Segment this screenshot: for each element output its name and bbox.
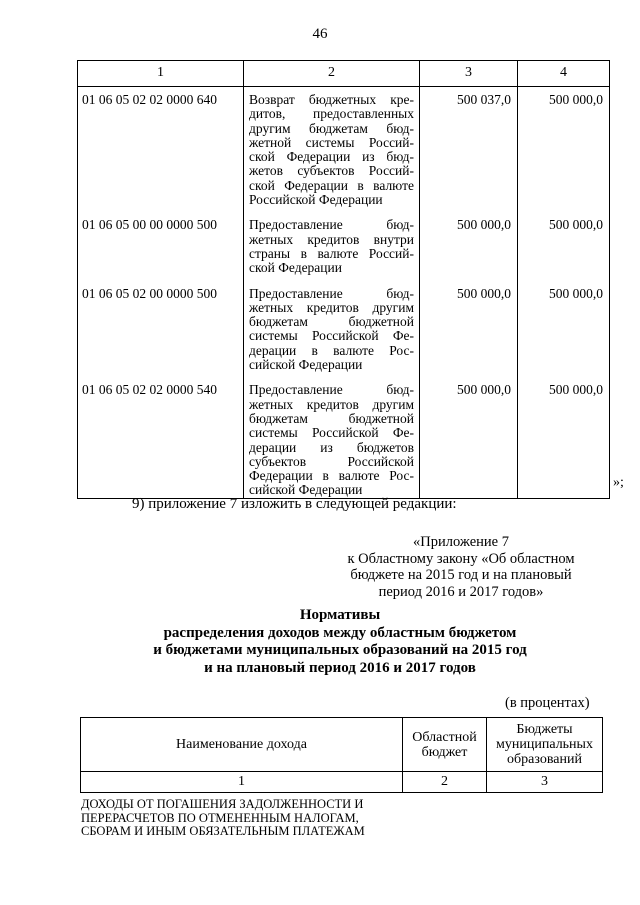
category-line: ДОХОДЫ ОТ ПОГАШЕНИЯ ЗАДОЛЖЕННОСТИ И [81, 797, 364, 811]
description-line: сийской Федерации [249, 482, 363, 498]
heading-line: Нормативы [299, 607, 381, 623]
description-line: ской Федерации из бюд- [249, 149, 414, 165]
table-header-row [78, 61, 610, 87]
amount-2017: 500 000,0 [518, 287, 610, 384]
budget-code: 01 06 05 02 00 0000 500 [78, 287, 244, 384]
description-line: бюджетам бюджетной [249, 410, 414, 426]
description-line: страны в валюте Россий- [249, 245, 414, 261]
regional-budget-header [403, 718, 487, 772]
header-line: образований [507, 752, 582, 767]
amount-2017: 500 000,0 [518, 383, 610, 498]
norms-number-row [81, 772, 603, 793]
description-line: жетных кредитов другим [249, 396, 414, 412]
col-number-2: 2 [403, 772, 487, 793]
annex-line: период 2016 и 2017 годов» [378, 583, 544, 600]
amount-2017: 500 000,0 [518, 87, 610, 219]
description-line: другим бюджетам бюд- [249, 120, 414, 136]
description-line: жетной системы Россий- [249, 134, 414, 150]
description-line: Федерации в валюте Рос- [249, 468, 414, 484]
amount-2016: 500 000,0 [420, 218, 518, 286]
description-line: Российской Федерации [249, 192, 383, 208]
edit-instruction: 9) приложение 7 изложить в следующей редакции: [132, 496, 457, 512]
description-line: дерации из бюджетов [249, 439, 414, 455]
budget-code: 01 06 05 00 00 0000 500 [78, 218, 244, 286]
header-line: бюджет [421, 744, 468, 760]
heading-line: и бюджетами муниципальных образований на 2015 год [153, 642, 527, 658]
table-row [78, 383, 610, 498]
description-line: сийской Федерации [249, 357, 363, 373]
income-name-header: Наименование дохода [81, 718, 403, 772]
income-category-title [81, 798, 399, 839]
heading-line: и на плановый период 2016 и 2017 годов [204, 659, 476, 676]
description-line: дитов, предоставленных [249, 106, 414, 122]
annex-line: «Приложение 7 [413, 534, 509, 550]
col-header-4: 4 [518, 61, 610, 87]
header-line: Областной [412, 729, 477, 745]
amount-2016: 500 037,0 [420, 87, 518, 219]
category-line: ПЕРЕРАСЧЕТОВ ПО ОТМЕНЕННЫМ НАЛОГАМ, [81, 810, 359, 825]
source-description [244, 287, 420, 384]
description-line: ской Федерации в валюте [249, 177, 414, 193]
annex-line: к Областному закону «Об областном [347, 550, 575, 567]
description-line: бюджетам бюджетной [249, 314, 414, 330]
table-row [78, 218, 610, 286]
norms-header-row [81, 718, 603, 772]
source-description [244, 383, 420, 498]
col-header-2: 2 [244, 61, 420, 87]
heading-line: распределения доходов между областным бюджетом [163, 624, 517, 641]
amount-2017: 500 000,0 [518, 218, 610, 286]
source-description [244, 218, 420, 286]
header-line: Бюджеты [516, 722, 573, 737]
description-line: Возврат бюджетных кре- [249, 92, 414, 107]
description-line: жетных кредитов другим [249, 299, 414, 315]
amount-2016: 500 000,0 [420, 383, 518, 498]
description-line: Предоставление бюд- [249, 285, 414, 301]
units-label: (в процентах) [505, 695, 590, 711]
description-line: дерации в валюте Рос- [249, 342, 414, 358]
budget-code: 01 06 05 02 02 0000 540 [78, 383, 244, 498]
col-header-1: 1 [78, 61, 244, 87]
description-line: системы Российской Фе- [249, 425, 414, 441]
description-line: ской Федерации [249, 260, 342, 276]
header-line: муниципальных [496, 737, 593, 752]
budget-code: 01 06 05 02 02 0000 640 [78, 87, 244, 219]
col-header-3: 3 [420, 61, 518, 87]
closing-quote: »; [613, 475, 624, 490]
sources-table [77, 60, 610, 499]
description-line: системы Российской Фе- [249, 328, 414, 344]
category-line: СБОРАМ И ИНЫМ ОБЯЗАТЕЛЬНЫМ ПЛАТЕЖАМ [81, 824, 365, 838]
document-heading [0, 607, 640, 677]
col-number-1: 1 [81, 772, 403, 793]
table-row [78, 287, 610, 384]
source-description [244, 87, 420, 219]
municipal-budgets-header [487, 718, 603, 772]
norms-table [80, 717, 603, 793]
description-line: жетов субъектов Россий- [249, 163, 414, 179]
description-line: субъектов Российской [249, 453, 414, 469]
annex-line: бюджете на 2015 год и на плановый [350, 567, 572, 583]
amount-2016: 500 000,0 [420, 287, 518, 384]
table-row [78, 87, 610, 219]
description-line: Предоставление бюд- [249, 382, 414, 398]
description-line: Предоставление бюд- [249, 217, 414, 233]
page-number: 46 [312, 26, 328, 42]
description-line: жетных кредитов внутри [249, 231, 414, 247]
annex-reference [316, 534, 606, 600]
col-number-3: 3 [487, 772, 603, 793]
